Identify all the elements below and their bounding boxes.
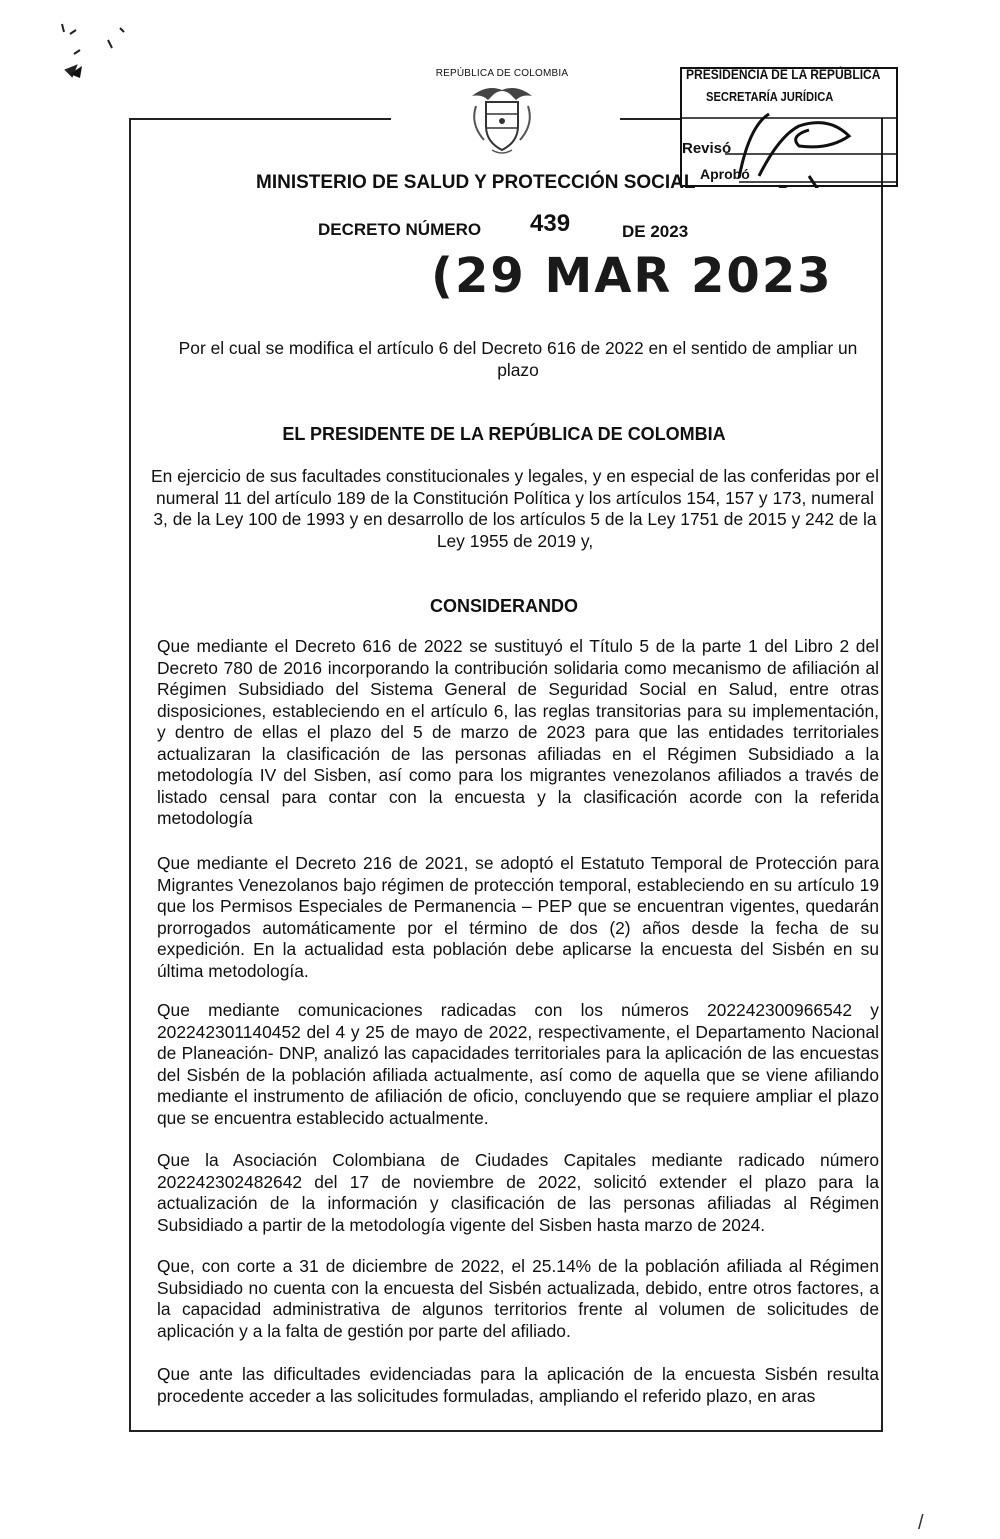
paragraph-1: Que mediante el Decreto 616 de 2022 se sustituyó el Título 5 de la parte 1 del Libro 2 del Decreto 780 de 2016 incorporando la contribución solidaria como mecanismo de afiliación al Régimen Subsidiado del Sistema General de Seguridad Social en Salud, entre otras disposiciones, estableciendo en el artículo 6, las reglas transitorias para su implementación, y dentro de ellas el plazo del 5 de marzo de 2023 para que las entidades territoriales actualizaran la clasificación de las personas afiliadas en el Régimen Subsidiado a la metodología IV del Sisben, así como para los migrantes venezolanos afiliados a través de listado censal para contar con la encuesta y la clasificación acorde con la referida metodología	[157, 636, 879, 828]
decree-subject: Por el cual se modifica el artículo 6 del Decreto 616 de 2022 en el sentido de ampliar un plazo	[178, 338, 858, 380]
stamp-secretaria-text: SECRETARÍA JURÍDICA	[706, 89, 834, 104]
stamp-aprobo-label: Aprobó	[700, 166, 750, 182]
country-label: REPÚBLICA DE COLOMBIA	[435, 68, 569, 79]
scan-specks	[30, 10, 150, 100]
paragraph-6: Que ante las dificultades evidenciadas para la aplicación de la encuesta Sisbén resulta procedente acceder a las solicitudes formuladas, ampliando el referido plazo, en aras	[157, 1364, 879, 1406]
paragraph-4: Que la Asociación Colombiana de Ciudades Capitales mediante radicado número 202242302482642 del 17 de noviembre de 2022, solicitó extender el plazo para la actualización de la información y clasificación de las personas afiliadas al Régimen Subsidiado a partir de la metodología vigente del Sisben hasta marzo de 2024.	[157, 1150, 879, 1235]
footer-mark: /	[918, 1512, 924, 1534]
decree-year: DE 2023	[622, 222, 689, 241]
stamp-reviso-label: Revisó	[682, 140, 732, 157]
coat-of-arms-icon	[462, 84, 542, 156]
paragraph-2: Que mediante el Decreto 216 de 2021, se adoptó el Estatuto Temporal de Protección para Migrantes Venezolanos bajo régimen de protección temporal, estableciendo en su artículo 19 que los Permisos Especiales de Permanencia – PEP que se encuentran vigentes, quedarán prorrogados automáticamente por el término de dos (2) años desde la fecha de su expedición. En la actualidad esta población debe aplicarse la encuesta del Sisbén en su última metodología.	[157, 853, 879, 981]
stamp-presidency-text: PRESIDENCIA DE LA REPÚBLICA	[686, 66, 881, 82]
faculties-paragraph: En ejercicio de sus facultades constitucionales y legales, y en especial de las conferidas por el numeral 11 del artículo 189 de la Constitución Política y los artículos 154, 157 y 173, numeral 3, de la Ley 100 de 1993 y en desarrollo de los artículos 5 de la Ley 1751 de 2015 y 242 de la Ley 1955 de 2019 y,	[151, 466, 879, 551]
date-stamp: (29 MAR 2023	[431, 248, 833, 304]
ministry-title: MINISTERIO DE SALUD Y PROTECCIÓN SOCIAL	[256, 172, 696, 193]
paragraph-5: Que, con corte a 31 de diciembre de 2022, el 25.14% de la población afiliada al Régimen Subsidiado no cuenta con la encuesta del Sisbén actualizada, debido, entre otros factores, a la capacidad administrativa de algunos territorios frente al volumen de solicitudes de aplicación y a la falta de gestión por parte del afiliado.	[157, 1256, 879, 1341]
paragraph-3: Que mediante comunicaciones radicadas con los números 202242300966542 y 202242301140452 del 4 y 25 de mayo de 2022, respectivamente, el Departamento Nacional de Planeación- DNP, analizó las capacidades territoriales para la aplicación de las encuestas del Sisbén de la población afiliada actualmente, así como de aquella que se viene afiliando mediante el instrumento de afiliación de oficio, concluyendo que se requiere ampliar el plazo que se encuentra establecido actualmente.	[157, 1000, 879, 1128]
authority-heading: EL PRESIDENTE DE LA REPÚBLICA DE COLOMBIA	[282, 424, 726, 444]
decree-number: 439	[530, 210, 571, 237]
considerando-heading: CONSIDERANDO	[429, 596, 578, 616]
decree-label: DECRETO NÚMERO	[318, 220, 482, 239]
